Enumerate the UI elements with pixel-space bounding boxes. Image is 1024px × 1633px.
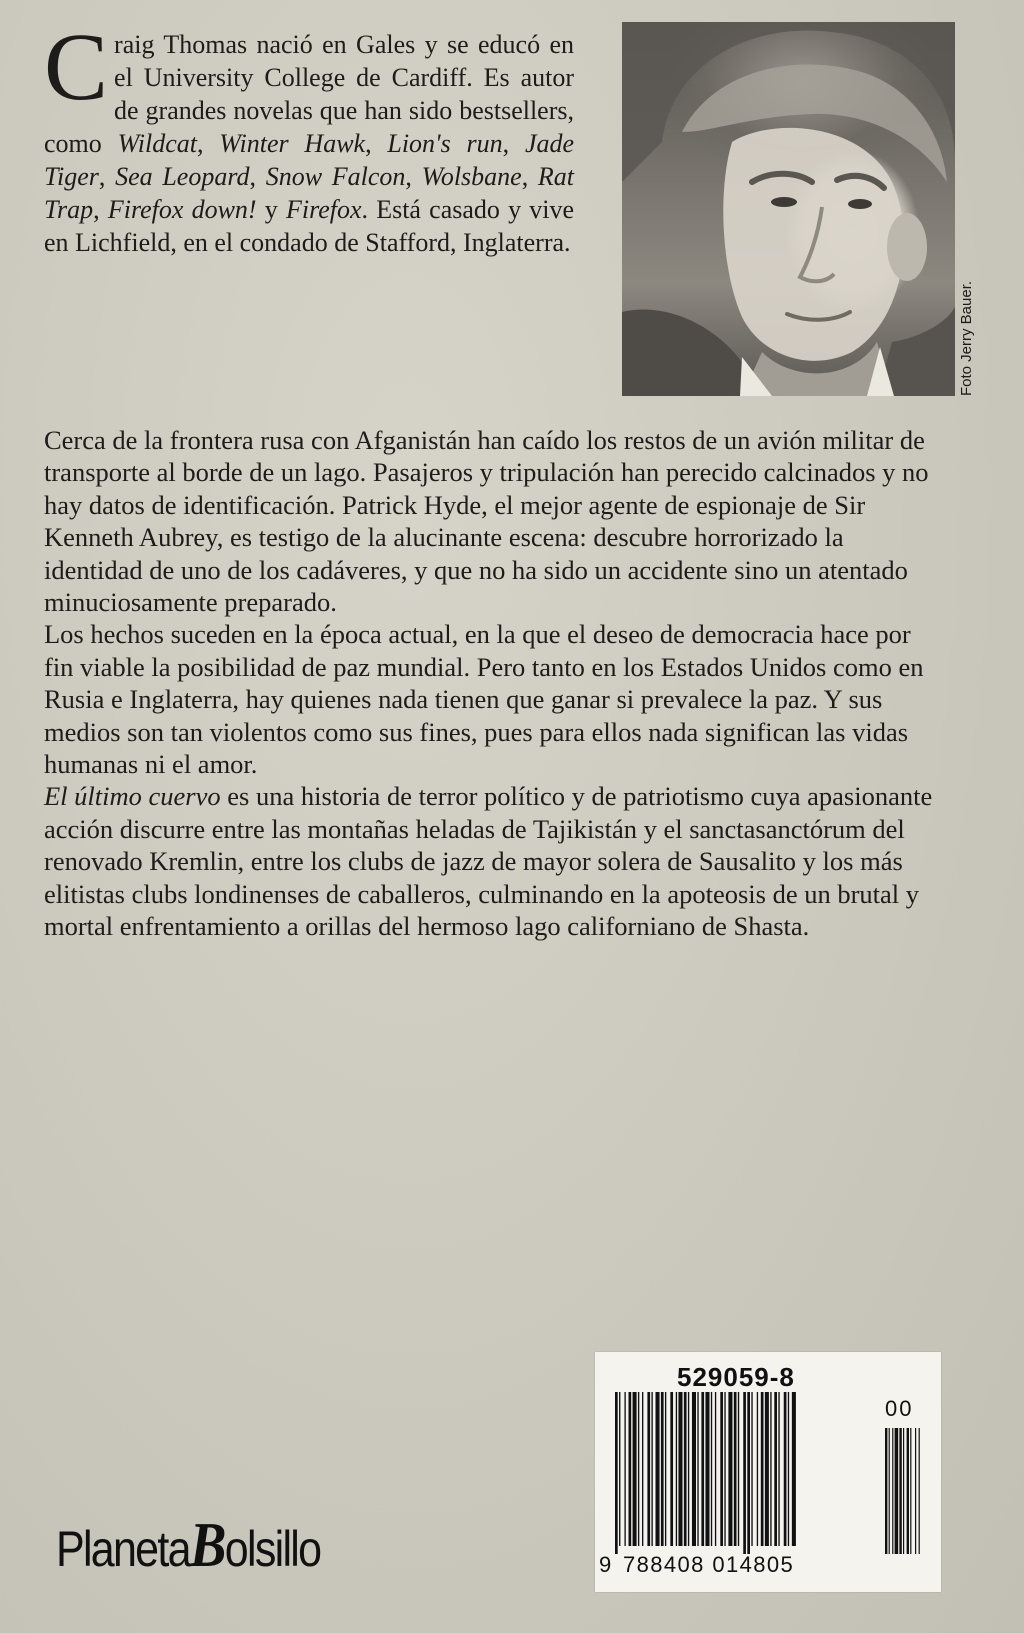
barcode-bar — [678, 1392, 682, 1546]
text-run: es una historia de terror político y de patriotismo cuya apasionante acción discurre entre las montañas heladas de Tajikistán y el sanctasanctórum del renovado Kremlin, entre los clubs de jazz de mayor solera de Sausalito y los más elitistas clubs londinenses de caballeros, culminando en la apoteosis de un brutal y mortal enfrentamiento a orillas del hermoso lago californiano de Shasta. — [44, 781, 933, 942]
title-italic: Firefox down! — [107, 195, 257, 224]
barcode-addon: 00 — [885, 1396, 914, 1421]
barcode-bar — [738, 1392, 739, 1546]
barcode-bar — [715, 1392, 716, 1546]
barcode-addon-bar — [899, 1428, 901, 1554]
barcode-bar — [788, 1392, 789, 1546]
barcode-bar — [747, 1392, 750, 1554]
synopsis-paragraph — [44, 424, 934, 618]
barcode-bar — [728, 1392, 732, 1546]
barcode-addon-bar — [889, 1428, 890, 1554]
title-italic: Wolsbane — [421, 162, 522, 191]
text-run: , — [521, 162, 538, 191]
text-run: , — [365, 129, 388, 158]
barcode-addon-bar — [903, 1428, 904, 1554]
text-run: Los hechos suceden en la época actual, en la que el deseo de democracia hace por fin viable la posibilidad de paz mundial. Pero tanto en los Estados Unidos como en Rusia e Inglaterra, hay quienes nada tienen que ganar si prevalece la paz. Y sus medios son tan violentos como sus fines, pues para ellos nada significan las vidas humanas ni el amor. — [44, 619, 924, 780]
text-run: , — [249, 162, 266, 191]
barcode-bar — [770, 1392, 771, 1546]
text-run: raig Thomas nació en Gales y se educó en el University College de Cardiff. Es autor de grandes novelas que han sido bestsellers, como — [44, 30, 574, 158]
barcode-addon-bar — [885, 1428, 887, 1554]
barcode-sticker — [595, 1352, 941, 1592]
barcode-addon-bar — [910, 1428, 911, 1554]
barcode-addon-bar — [915, 1428, 916, 1554]
logo-bolsillo: olsillo — [224, 1521, 321, 1577]
title-italic: El último cuervo — [44, 781, 221, 812]
publisher-logo — [56, 1508, 320, 1582]
title-italic: Lion's run — [387, 129, 503, 158]
logo-b-initial: B — [189, 1509, 227, 1580]
barcode-bar — [688, 1392, 689, 1546]
barcode-bar — [633, 1392, 637, 1546]
barcode-bar — [743, 1392, 746, 1554]
author-bio-text — [44, 13, 575, 257]
barcode-code: 529059-8 — [677, 1362, 795, 1392]
author-photo — [622, 22, 955, 396]
drop-cap: C — [44, 13, 109, 120]
barcode-addon-bar — [892, 1428, 893, 1554]
author-bio — [44, 13, 575, 259]
barcode-bar — [629, 1392, 632, 1546]
title-italic: Jade Tiger — [44, 129, 575, 191]
barcode-bar — [619, 1392, 620, 1546]
text-run: , — [405, 162, 422, 191]
text-run: , — [93, 195, 108, 224]
barcode-addon-bar — [919, 1428, 920, 1554]
barcode-bar — [656, 1392, 660, 1546]
title-italic: Rat Trap — [44, 162, 575, 224]
synopsis-paragraph — [44, 780, 934, 942]
barcode-bar — [638, 1392, 639, 1546]
barcode-bar — [642, 1392, 643, 1546]
barcode-bar — [661, 1392, 664, 1546]
barcode-addon-bar — [907, 1428, 909, 1554]
photo-credit: Foto Jerry Bauer. — [958, 280, 975, 396]
title-italic: Firefox — [285, 195, 362, 224]
barcode-bar — [774, 1392, 777, 1546]
title-italic: Sea Leopard — [115, 162, 250, 191]
barcode-bar — [670, 1392, 673, 1546]
title-italic: Winter Hawk — [219, 129, 366, 158]
author-portrait — [622, 22, 955, 396]
text-run: y — [256, 195, 286, 224]
barcode-bar — [701, 1392, 704, 1546]
title-italic: Wildcat — [117, 129, 197, 158]
barcode-bar — [792, 1392, 796, 1546]
text-run: , — [98, 162, 116, 191]
logo-planeta: Planeta — [56, 1521, 190, 1577]
barcode-bar — [697, 1392, 698, 1546]
barcode-bar — [765, 1392, 769, 1546]
barcode-bar — [651, 1392, 652, 1546]
text-run: . Está casado y vive en Lichfield, en el condado de Stafford, Inglaterra. — [44, 195, 575, 257]
barcode-bar — [615, 1392, 618, 1554]
synopsis-paragraph — [44, 618, 934, 780]
synopsis — [44, 424, 934, 943]
barcode-bar — [757, 1392, 758, 1546]
barcode-bar — [684, 1392, 687, 1546]
isbn-digits: 788408 014805 — [623, 1552, 795, 1577]
barcode-bar — [761, 1392, 764, 1546]
barcode-addon-bar — [895, 1428, 899, 1554]
barcode-bar — [711, 1392, 712, 1546]
barcode-bar — [720, 1392, 723, 1546]
barcode-bar — [784, 1392, 787, 1546]
text-run: , — [197, 129, 220, 158]
barcode-bar — [778, 1392, 779, 1546]
barcode-bar — [665, 1392, 666, 1546]
barcode-bar — [692, 1392, 696, 1546]
barcode-bar — [676, 1392, 677, 1546]
barcode-bar — [624, 1392, 625, 1546]
text-run: Cerca de la frontera rusa con Afganistán han caído los restos de un avión militar de transporte al borde de un lago. Pasajeros y tripulación han perecido calcinados y no hay datos de identificación. Patrick Hyde, el mejor agente de espionaje de Sir Kenneth Aubrey, es testigo de la alucinante escena: descubre horrorizado la identidad de uno de los cadáveres, y que no ha sido un accidente sino un atentado minuciosamente preparado. — [44, 425, 929, 618]
title-italic: Snow Falcon — [265, 162, 406, 191]
barcode-bar — [751, 1392, 752, 1546]
barcode-bar — [705, 1392, 709, 1546]
barcode-bar — [647, 1392, 650, 1546]
isbn-lead-digit: 9 — [599, 1552, 612, 1577]
text-run: , — [502, 129, 525, 158]
barcode-bar — [724, 1392, 725, 1546]
barcode-bar — [734, 1392, 737, 1546]
